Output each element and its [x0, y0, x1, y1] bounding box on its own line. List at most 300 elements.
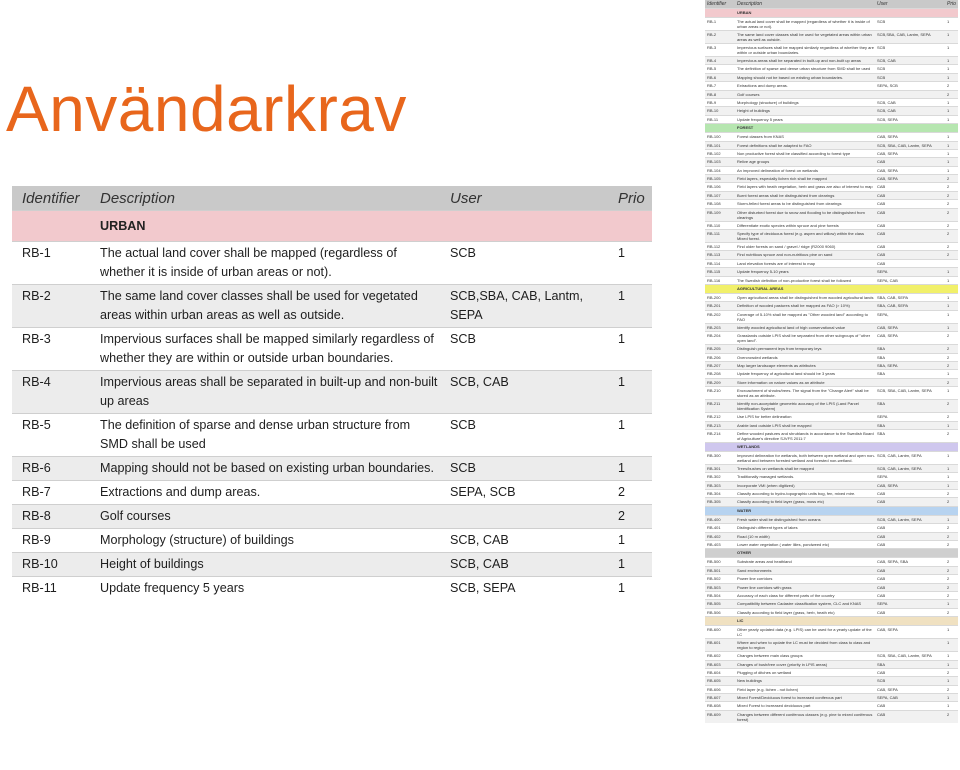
- cell-desc: Definition of wooded pastures shall be mapped as FAO (> 10%): [735, 302, 875, 310]
- cell-id: RB-4: [12, 371, 90, 414]
- cell-prio: 2: [945, 208, 958, 221]
- cell-user: SCB,SBA, CAB, Lantm, SEPA: [440, 285, 608, 328]
- cell-desc: Power line corridors: [735, 575, 875, 583]
- cell-user: SEPA: [875, 600, 945, 608]
- cell-prio: 1: [945, 421, 958, 429]
- small-header-user: User: [875, 0, 945, 9]
- cell-id: RB-3: [12, 328, 90, 371]
- table-row: [705, 490, 958, 498]
- cell-id: RB-206: [705, 353, 735, 361]
- cell-desc: Open agricultural areas shall be distinguished from wooded agricultural lands: [737, 294, 874, 300]
- cell-desc: Overcrowded wetlands: [735, 353, 875, 361]
- cell-prio: 2: [945, 575, 958, 583]
- cell-prio: 2: [945, 490, 958, 498]
- cell-id: RB-9: [705, 98, 735, 106]
- cell-id: RB-2: [12, 285, 90, 328]
- cell-id: RB-2: [705, 31, 735, 44]
- cell-id: RB-205: [705, 345, 735, 353]
- full-requirements-table: [705, 0, 958, 723]
- table-row: [705, 221, 958, 229]
- table-row: [705, 524, 958, 532]
- table-row: [705, 566, 958, 574]
- cell-prio: 1: [945, 158, 958, 166]
- cell-id: RB-110: [705, 221, 735, 229]
- cell-prio: 1: [945, 98, 958, 106]
- cell-user: SCB: [875, 677, 945, 685]
- cell-desc: Field layers with heath vegetation, herb and grass are also of interest to map: [735, 183, 875, 191]
- cell-desc: The same land cover classes shall be used for vegetated areas within urban areas as well as outside.: [90, 285, 440, 328]
- cell-id: RB-6: [12, 457, 90, 481]
- cell-id: RB-200: [705, 293, 735, 301]
- cell-id: RB-109: [705, 208, 735, 221]
- small-header-identifier: Identifier: [705, 0, 735, 9]
- cell-prio: 2: [945, 685, 958, 693]
- cell-prio: 1: [945, 302, 958, 310]
- cell-prio: 1: [945, 600, 958, 608]
- cell-desc: Forest definitions shall be adapted to FAO: [735, 141, 875, 149]
- cell-desc: The actual land cover shall be mapped (regardless of whether it is inside of urban areas or not).: [735, 18, 875, 31]
- cell-prio: 2: [945, 524, 958, 532]
- cell-id: RB-607: [705, 694, 735, 702]
- table-row: [12, 285, 652, 328]
- cell-id: RB-400: [705, 515, 735, 523]
- table-row: [705, 702, 958, 710]
- cell-user: SCB, CAB: [875, 107, 945, 115]
- table-row: [705, 626, 958, 639]
- cell-desc: Identify non-acceptable geometric accuracy of the LPIS (Land Parcel Identification System): [735, 400, 875, 413]
- cell-prio: 1: [945, 44, 958, 57]
- cell-prio: 1: [945, 660, 958, 668]
- cell-user: SBA: [875, 400, 945, 413]
- table-row: [705, 57, 958, 65]
- cell-id: RB-113: [705, 251, 735, 259]
- cell-desc: Non productive forest shall be classified according to forest type: [735, 149, 875, 157]
- cell-prio: 2: [945, 583, 958, 591]
- header-identifier: Identifier: [12, 186, 90, 211]
- cell-desc: Identify wooded agricultural land of high conservational value: [735, 323, 875, 331]
- cell-id: RB-107: [705, 191, 735, 199]
- cell-prio: 1: [945, 677, 958, 685]
- cell-user: SCB, CAB: [440, 371, 608, 414]
- cell-user: CAB: [875, 575, 945, 583]
- cell-user: SBA, CAB, SEPA: [875, 293, 945, 301]
- section-row: [705, 124, 958, 133]
- cell-prio: 2: [945, 230, 958, 243]
- cell-id: RB-104: [705, 166, 735, 174]
- cell-id: RB-403: [705, 541, 735, 549]
- cell-id: RB-213: [705, 421, 735, 429]
- cell-prio: 1: [608, 414, 652, 457]
- cell-id: RB-305: [705, 498, 735, 506]
- cell-id: RB-208: [705, 370, 735, 378]
- cell-user: CAB: [875, 490, 945, 498]
- cell-prio: 1: [945, 652, 958, 660]
- cell-desc: Mapping should not be based on existing urban boundaries.: [735, 73, 875, 81]
- cell-desc: Store information on nature values as an attribute: [735, 378, 875, 386]
- cell-desc: The definition of sparse and dense urban structure from SMD shall be used: [735, 65, 875, 73]
- cell-prio: 2: [945, 566, 958, 574]
- section-row: [705, 506, 958, 515]
- cell-desc: Trees/bushes on wetlands shall be mapped: [735, 464, 875, 472]
- cell-user: SBA: [875, 429, 945, 442]
- cell-id: RB-604: [705, 668, 735, 676]
- cell-id: RB-210: [705, 387, 735, 400]
- cell-id: RB-503: [705, 583, 735, 591]
- cell-prio: 1: [945, 451, 958, 464]
- table-row: [705, 191, 958, 199]
- cell-prio: 1: [945, 133, 958, 141]
- cell-user: CAB: [875, 259, 945, 267]
- cell-desc: Incorporate VMI (when digitized): [735, 481, 875, 489]
- cell-id: RB-106: [705, 183, 735, 191]
- cell-user: CAB, SEPA: [875, 481, 945, 489]
- cell-user: CAB: [875, 532, 945, 540]
- cell-id: RB-105: [705, 175, 735, 183]
- table-row: [705, 710, 958, 723]
- table-row: [705, 558, 958, 566]
- table-row: [12, 414, 652, 457]
- cell-prio: 1: [945, 464, 958, 472]
- table-row: [705, 413, 958, 421]
- cell-desc: Field layers, especially lichen rich shall be mapped: [735, 175, 875, 183]
- cell-user: SCB, CAB: [440, 529, 608, 553]
- cell-desc: Mixed Forest/Deciduous forest to increased coniferous part: [735, 694, 875, 702]
- cell-desc: Find nutritious spruce and non-nutritious pine on sand: [735, 251, 875, 259]
- cell-desc: Extractions and dump areas.: [735, 82, 875, 90]
- table-row: [705, 575, 958, 583]
- cell-user: SCB, SEPA: [875, 115, 945, 123]
- table-row: [705, 107, 958, 115]
- cell-desc: Coverage of 5-10% shall be mapped as "Other wooded land" according to FAO: [735, 310, 875, 323]
- table-row: [705, 259, 958, 267]
- table-row: [12, 371, 652, 414]
- section-row: [705, 549, 958, 558]
- section-row: [705, 284, 958, 293]
- cell-id: RB-207: [705, 361, 735, 369]
- cell-id: RB-10: [705, 107, 735, 115]
- cell-prio: 1: [945, 57, 958, 65]
- cell-id: RB-301: [705, 464, 735, 472]
- cell-desc: Sand environments: [735, 566, 875, 574]
- cell-desc: Compatibility between Cadastre classification system, CLC and KNAS: [735, 600, 875, 608]
- cell-id: RB-201: [705, 302, 735, 310]
- cell-user: SCB, CAB, Lantm, SEPA: [875, 464, 945, 472]
- table-row: [705, 694, 958, 702]
- cell-id: RB-108: [705, 200, 735, 208]
- cell-prio: 1: [945, 473, 958, 481]
- cell-prio: 1: [945, 387, 958, 400]
- cell-prio: 2: [945, 668, 958, 676]
- header-prio: Prio: [608, 186, 652, 211]
- cell-prio: 1: [608, 285, 652, 328]
- cell-desc: Update frequency of agricultural land should be 3 years: [735, 370, 875, 378]
- cell-user: SCB: [440, 242, 608, 285]
- cell-desc: Arable land outside LPIS shall be mapped: [735, 421, 875, 429]
- requirements-table: [12, 186, 652, 600]
- cell-desc: Use LPIS for better delineation: [735, 413, 875, 421]
- cell-id: RB-501: [705, 566, 735, 574]
- table-row: [705, 175, 958, 183]
- cell-prio: [945, 259, 958, 267]
- cell-prio: 2: [945, 378, 958, 386]
- table-row: [705, 608, 958, 616]
- cell-user: CAB, SEPA: [875, 149, 945, 157]
- cell-id: RB-504: [705, 591, 735, 599]
- cell-desc: Distinguish different types of lakes: [735, 524, 875, 532]
- cell-desc: Specify type of deciduous forest (e.g. aspen and willow) within the class Mixed forest.: [735, 230, 875, 243]
- cell-id: RB-505: [705, 600, 735, 608]
- cell-prio: 1: [608, 457, 652, 481]
- cell-prio: 1: [945, 166, 958, 174]
- full-requirements-table-body: [705, 9, 958, 723]
- cell-prio: 2: [945, 498, 958, 506]
- cell-user: CAB, SEPA: [875, 332, 945, 345]
- table-row: [705, 498, 958, 506]
- cell-user: CAB: [875, 191, 945, 199]
- cell-desc: Other yearly updated data (e.g. LPIS) can be used for a yearly update of the LC: [735, 626, 875, 639]
- table-row: [705, 230, 958, 243]
- section-row: [705, 442, 958, 451]
- cell-id: RB-101: [705, 141, 735, 149]
- cell-id: RB-605: [705, 677, 735, 685]
- cell-desc: Map larger landscape elements as attributes: [735, 361, 875, 369]
- section-row: [705, 617, 958, 626]
- cell-user: SBA: [875, 660, 945, 668]
- cell-desc: New buildings: [735, 677, 875, 685]
- page-title: Användarkrav: [6, 73, 407, 145]
- cell-prio: 1: [945, 107, 958, 115]
- cell-user: SCB, SEPA: [440, 577, 608, 601]
- small-header-prio: Prio: [945, 0, 958, 9]
- section-row: [705, 9, 958, 18]
- cell-prio: 2: [945, 183, 958, 191]
- cell-desc: Golf courses: [90, 505, 440, 529]
- cell-id: RB-7: [705, 82, 735, 90]
- cell-user: CAB: [875, 566, 945, 574]
- cell-prio: 2: [945, 413, 958, 421]
- cell-prio: 1: [945, 149, 958, 157]
- cell-id: RB-1: [705, 18, 735, 31]
- cell-desc: Define wooded pastures and shrublands in accordance to the Swedish Board of Agriculture's directive SJVFS 2011:7: [737, 430, 874, 441]
- cell-id: RB-212: [705, 413, 735, 421]
- cell-user: SEPA: [875, 473, 945, 481]
- cell-user: SCB: [875, 73, 945, 81]
- cell-desc: The same land cover classes shall be used for vegetated areas within urban areas as well as outside.: [735, 31, 875, 44]
- table-row: [705, 276, 958, 284]
- section-label: OTHER: [735, 549, 958, 558]
- cell-prio: 2: [945, 191, 958, 199]
- cell-prio: 2: [945, 591, 958, 599]
- cell-id: RB-100: [705, 133, 735, 141]
- table-row: [705, 660, 958, 668]
- cell-user: SBA, SEPA: [875, 361, 945, 369]
- cell-user: CAB, SEPA, SBA: [875, 558, 945, 566]
- cell-desc: The definition of sparse and dense urban structure from SMD shall be used: [90, 414, 440, 457]
- cell-id: RB-209: [705, 378, 735, 386]
- table-row: [705, 332, 958, 345]
- cell-desc: Field layer (e.g. lichen - not lichen): [735, 685, 875, 693]
- cell-id: RB-112: [705, 243, 735, 251]
- cell-id: RB-203: [705, 323, 735, 331]
- cell-user: SBA: [875, 353, 945, 361]
- cell-desc: Other disturbed forest due to snow and flooding to be distinguished from clearings: [735, 208, 875, 221]
- cell-id: RB-114: [705, 259, 735, 267]
- cell-prio: 1: [945, 639, 958, 652]
- cell-prio: 2: [945, 361, 958, 369]
- cell-prio: 1: [945, 626, 958, 639]
- cell-user: SBA, CAB, SEPA: [875, 302, 945, 310]
- cell-desc: Height of buildings: [735, 107, 875, 115]
- cell-prio: 2: [608, 505, 652, 529]
- table-row: [705, 639, 958, 652]
- cell-user: CAB: [875, 221, 945, 229]
- cell-id: RB-204: [705, 332, 735, 345]
- cell-desc: Height of buildings: [90, 553, 440, 577]
- header-description: Description: [90, 186, 440, 211]
- cell-user: SCB: [440, 328, 608, 371]
- table-row: [705, 183, 958, 191]
- cell-id: RB-401: [705, 524, 735, 532]
- cell-user: SCB: [875, 65, 945, 73]
- table-row: [705, 473, 958, 481]
- cell-id: RB-214: [705, 429, 735, 442]
- table-row: [705, 370, 958, 378]
- cell-prio: 2: [945, 541, 958, 549]
- cell-user: CAB: [875, 710, 945, 723]
- cell-id: RB-304: [705, 490, 735, 498]
- table-header-row: [12, 186, 652, 211]
- cell-user: CAB: [875, 608, 945, 616]
- cell-id: RB-603: [705, 660, 735, 668]
- cell-id: RB-6: [705, 73, 735, 81]
- table-row: [705, 98, 958, 106]
- cell-desc: Golf courses: [735, 90, 875, 98]
- cell-desc: Classify according to field layer (grass, moss etc): [735, 498, 875, 506]
- table-row: [705, 451, 958, 464]
- table-row: [705, 82, 958, 90]
- cell-desc: Impervious areas shall be separated in built-up and non-built up areas: [735, 57, 875, 65]
- cell-desc: Find older forests on sand / gravel / ridge (R2000 9060): [735, 243, 875, 251]
- table-row: [705, 323, 958, 331]
- cell-desc: An improved delineation of forest on wetlands: [735, 166, 875, 174]
- table-row: [705, 149, 958, 157]
- cell-prio: 1: [608, 577, 652, 601]
- cell-user: SCB,SBA, CAB, Lantm, SEPA: [875, 31, 945, 44]
- table-row: [705, 90, 958, 98]
- table-row: [705, 532, 958, 540]
- cell-user: SCB: [440, 414, 608, 457]
- cell-user: SCB, CAB, Lantm, SEPA: [875, 515, 945, 523]
- cell-desc: Relive age groups: [735, 158, 875, 166]
- section-label: WATER: [735, 506, 958, 515]
- table-row: [12, 505, 652, 529]
- cell-prio: 1: [945, 115, 958, 123]
- cell-id: RB-303: [705, 481, 735, 489]
- table-row: [705, 464, 958, 472]
- table-row: [12, 481, 652, 505]
- table-row: [705, 685, 958, 693]
- cell-prio: 2: [945, 429, 958, 442]
- cell-prio: 1: [945, 18, 958, 31]
- cell-prio: 2: [945, 558, 958, 566]
- table-row: [12, 577, 652, 601]
- table-row: [705, 133, 958, 141]
- cell-id: RB-116: [705, 276, 735, 284]
- cell-desc: Power line corridors with grass: [735, 583, 875, 591]
- cell-user: CAB: [875, 158, 945, 166]
- cell-prio: 2: [945, 243, 958, 251]
- cell-id: RB-4: [705, 57, 735, 65]
- cell-prio: 2: [945, 532, 958, 540]
- cell-prio: 2: [945, 345, 958, 353]
- table-row: [705, 208, 958, 221]
- cell-user: [875, 378, 945, 386]
- cell-prio: 1: [945, 694, 958, 702]
- cell-user: CAB: [875, 183, 945, 191]
- cell-id: RB-8: [12, 505, 90, 529]
- cell-desc: Impervious surfaces shall be mapped similarly regardless of whether they are within or outside urban boundaries.: [737, 45, 874, 55]
- cell-desc: Forest classes from KNAS: [735, 133, 875, 141]
- table-row: [705, 652, 958, 660]
- cell-id: RB-8: [705, 90, 735, 98]
- cell-prio: 2: [945, 221, 958, 229]
- small-table-header-row: [705, 0, 958, 9]
- table-row: [705, 31, 958, 44]
- cell-desc: Burnt forest areas shall be distinguished from clearings: [735, 191, 875, 199]
- cell-user: CAB, SEPA: [875, 626, 945, 639]
- cell-user: CAB: [875, 498, 945, 506]
- table-row: [705, 166, 958, 174]
- table-row: [705, 361, 958, 369]
- cell-id: RB-302: [705, 473, 735, 481]
- cell-prio: 1: [945, 310, 958, 323]
- cell-user: SCB, SBA, CAB, Lantm, SEPA: [875, 387, 945, 400]
- cell-prio: 1: [608, 328, 652, 371]
- cell-desc: Substrate areas and heathland: [735, 558, 875, 566]
- cell-id: RB-500: [705, 558, 735, 566]
- table-row: [705, 345, 958, 353]
- table-row: [12, 553, 652, 577]
- table-row: [705, 310, 958, 323]
- cell-user: CAB: [875, 200, 945, 208]
- table-row: [705, 251, 958, 259]
- cell-desc: Accuracy of each class for different parts of the country: [735, 591, 875, 599]
- section-label: AGRICULTURAL AREAS: [735, 284, 958, 293]
- cell-user: CAB: [875, 668, 945, 676]
- cell-id: RB-600: [705, 626, 735, 639]
- cell-desc: Encroachment of shrubs/trees. The signal from the "Change Alert" shall be stored as an attribute.: [735, 387, 875, 400]
- table-row: [705, 591, 958, 599]
- table-row: [705, 200, 958, 208]
- cell-desc: Impervious surfaces shall be mapped similarly regardless of whether they are within or outside urban boundaries.: [90, 328, 440, 371]
- cell-user: CAB, SEPA: [875, 166, 945, 174]
- cell-prio: 1: [945, 31, 958, 44]
- cell-desc: Extractions and dump areas.: [90, 481, 440, 505]
- table-row: [705, 541, 958, 549]
- table-row: [705, 302, 958, 310]
- table-row: [705, 353, 958, 361]
- section-row-urban: [12, 211, 652, 242]
- cell-id: RB-5: [12, 414, 90, 457]
- table-row: [705, 400, 958, 413]
- cell-prio: 1: [945, 268, 958, 276]
- cell-desc: Where and when to update the LC must be decided from class to class and region to region: [735, 639, 875, 652]
- cell-user: SEPA, CAB: [875, 694, 945, 702]
- table-row: [705, 158, 958, 166]
- section-label: FOREST: [735, 124, 958, 133]
- cell-user: SCB: [440, 457, 608, 481]
- cell-id: RB-609: [705, 710, 735, 723]
